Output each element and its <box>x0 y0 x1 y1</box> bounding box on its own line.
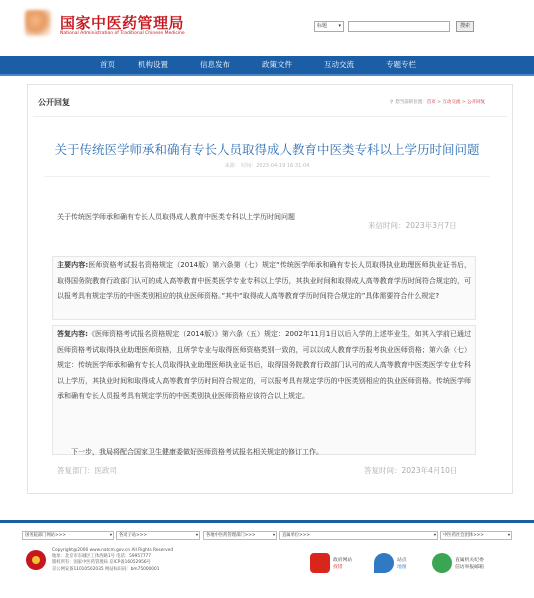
footer-select-label: 直属单位>>> <box>282 533 310 538</box>
footer-select-affiliates[interactable] <box>279 531 438 540</box>
icp-line: 版权所有：国家中医药管理局 京ICP备16052956号 <box>52 560 151 566</box>
next-step-text: 下一步，我局将配合国家卫生健康委做好医师资格考试报名相关规定的修订工作。 <box>71 448 323 456</box>
main-content-text: 医师资格考试报名资格规定（2014版）第六条第（七）规定“传统医学师承和确有专长人员取得执业助理医师执业证书后，取得国务院教育行政部门认可的成人高等教育中医类医学专业专科以上学历，其执业时间和取得成人高等教育学历时间符合规定的，可以报考具有规定学历的中医类别相应的执业医师资格。”其中“取得成人高等教育学历时间符合规定的”具体需要符合什么规定? <box>57 261 471 301</box>
nav-item-interaction[interactable]: 互动交流 <box>324 60 354 69</box>
nav-item-topics[interactable]: 专题专栏 <box>386 60 416 69</box>
reply-department: 答复部门：医政司 <box>57 466 117 475</box>
main-nav <box>0 56 534 74</box>
badge-line2: 信访举报邮箱 <box>455 565 484 570</box>
chevron-down-icon: ▾ <box>507 533 510 538</box>
party-emblem-icon[interactable] <box>26 550 46 570</box>
search-input[interactable] <box>348 21 450 32</box>
copyright-line: Copyright@2006 www.natcm.gov.cn All Rights Reserved <box>52 548 174 553</box>
question-title: 关于传统医学师承和确有专长人员取得成人教育中医类专科以上学历时间问题 <box>57 213 295 221</box>
site-map-badge[interactable] <box>374 552 424 574</box>
location-pin-icon: ⚲ <box>390 100 394 105</box>
chevron-down-icon: ▾ <box>338 23 341 29</box>
chevron-down-icon: ▾ <box>433 533 436 538</box>
footer-select-subsites[interactable] <box>116 531 200 540</box>
logo-emblem-icon <box>25 10 51 36</box>
breadcrumb-separator: > <box>435 100 443 105</box>
nav-item-home[interactable]: 首页 <box>100 60 115 69</box>
nav-item-policy[interactable]: 政策文件 <box>262 60 292 69</box>
mailbox-icon <box>432 553 452 573</box>
nav-stripe <box>0 74 534 76</box>
badge-line2: 找错 <box>333 565 343 570</box>
badge-line1: 直属机关纪委 <box>455 558 484 563</box>
divider <box>44 176 490 177</box>
reply-content <box>57 327 471 405</box>
badge-line1: 站点 <box>397 558 407 563</box>
breadcrumb-prefix: 您当前的位置： <box>395 100 427 105</box>
breadcrumb-separator: > <box>460 100 468 105</box>
breadcrumb-interaction[interactable]: 互动交流 <box>442 100 461 105</box>
site-header <box>0 0 534 52</box>
breadcrumb-home[interactable]: 首页 <box>426 100 436 105</box>
map-pin-icon <box>374 553 394 573</box>
site-title[interactable]: 国家中医药管理局 <box>60 14 185 32</box>
section-title: 公开回复 <box>38 98 70 107</box>
site-subtitle: National Administration of Traditional Chinese Medicine <box>60 31 185 36</box>
reply-time: 答复时间：2023年4月10日 <box>364 466 458 475</box>
copyright-block <box>52 548 173 573</box>
nav-item-org[interactable]: 机构设置 <box>138 60 168 69</box>
badge-line1: 政府网站 <box>333 558 353 563</box>
report-error-badge[interactable] <box>310 552 370 574</box>
footer-select-local-depts[interactable] <box>203 531 277 540</box>
chevron-down-icon: ▾ <box>109 533 112 538</box>
footer-select-label: 国务院部门网站>>> <box>25 533 66 538</box>
breadcrumb-current[interactable]: 公开回复 <box>467 100 486 105</box>
search-button[interactable]: 搜索 <box>456 21 474 32</box>
badge-line2: 地图 <box>397 565 407 570</box>
chevron-down-icon: ▾ <box>195 533 198 538</box>
address-line: 地址：北京市东城区工体西路1号 电话：59957777 <box>52 554 152 560</box>
reply-content-text: 《医师资格考试报名资格规定（2014版）》第六条（五）规定：2002年11月1日以后入学的上述毕业生，如其入学前已通过医师资格考试取得执业助理医师资格，且所学专业与取得医师资格类别一致的，可以以成人教育学历报考执业医师资格；第六条（七）规定：传统医学师承和确有专长人员取得执业助理医师执业证书后，取得国务院教育行政部门认可的成人高等教育中医类医学专业专科以上学历，其执业时间和取得成人高等教育学历时间符合规定的，可以报考具有规定学历的中医类别相应的执业医师资格。传统医学师承和确有专长人员报考具有规定学历的中医类别执业医师资格应该符合以上规定。 <box>57 330 471 401</box>
nav-item-info[interactable]: 信息发布 <box>200 60 230 69</box>
report-error-icon <box>310 553 330 573</box>
footer-select-label: 中医药社会团体>>> <box>443 533 484 538</box>
footer-select-societies[interactable] <box>440 531 512 540</box>
letter-time: 来信时间：2023年3月7日 <box>368 221 457 230</box>
main-content <box>57 258 471 305</box>
reply-content-label: 答复内容: <box>57 330 88 338</box>
search-scope-select[interactable] <box>314 21 344 32</box>
footer-line <box>0 520 534 523</box>
footer-select-label: 各地中医药管理部门>>> <box>206 533 256 538</box>
chevron-down-icon: ▾ <box>272 533 275 538</box>
report-mailbox-badge[interactable] <box>432 552 512 574</box>
breadcrumb <box>390 99 485 105</box>
footer-select-ministries[interactable] <box>22 531 114 540</box>
main-content-label: 主要内容: <box>57 261 89 269</box>
article-title: 关于传统医学师承和确有专长人员取得成人教育中医类专科以上学历时间问题 <box>54 142 480 157</box>
search-scope-label: 标题 <box>317 23 328 29</box>
footer-select-label: 各司子站>>> <box>119 533 147 538</box>
security-line: 京公网安备11010502035 网站标识码：bm75000001 <box>52 566 160 572</box>
article-meta: 来源： 时间：2023-04-19 16:31:04 <box>224 163 310 169</box>
divider <box>33 116 507 117</box>
